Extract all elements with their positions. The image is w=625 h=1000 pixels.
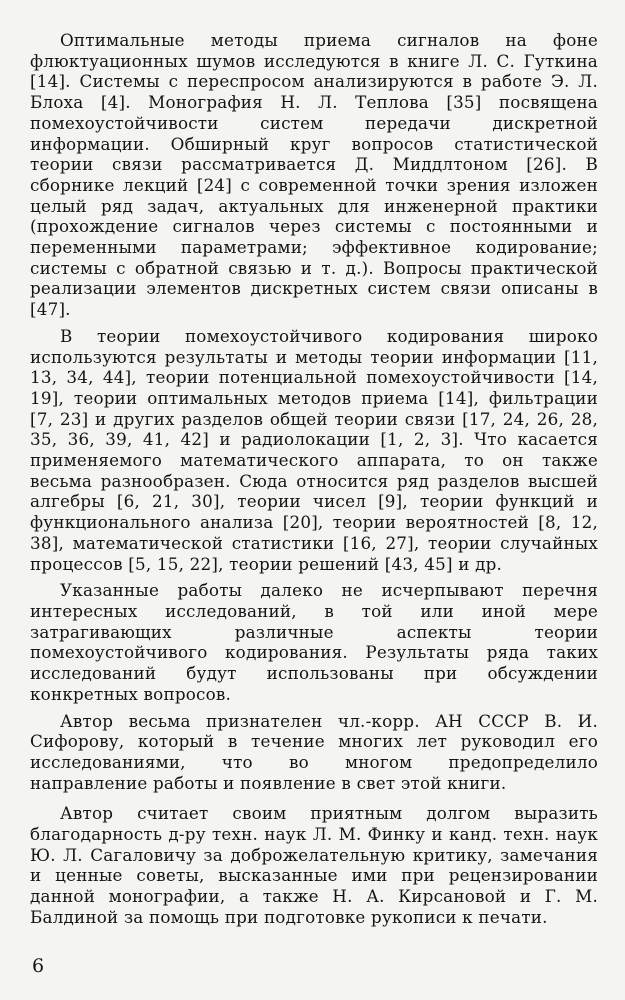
paragraph-works-scope: Указанные работы далеко не исчерпывают перечня интересных исследований, в той или иной мере затрагивающих различные аспекты теории помехоустойчивого кодирования. Результаты ряда таких исследований будут использованы при обсуждении конкретных вопросов. [30, 580, 598, 704]
page-number: 6 [32, 955, 45, 977]
paragraph-acknowledgement-siforov: Автор весьма признателен чл.-корр. АН СССР В. И. Сифорову, который в течение многих лет руководил его исследованиями, что во многом предопределило направление работы и появление в свет этой книги. [30, 710, 598, 793]
page-body [30, 30, 598, 928]
paragraph-references-overview: Оптимальные методы приема сигналов на фоне флюктуационных шумов исследуются в книге Л. С. Гуткина [14]. Системы с переспросом анализируются в работе Э. Л. Блоха [4]. Монография Н. Л. Теплова [35] посвящена помехоустойчивости систем передачи дискретной информации. Обширный круг вопросов статистической теории связи рассматривается Д. Миддлтоном [26]. В сборнике лекций [24] с современной точки зрения изложен целый ряд задач, актуальных для инженерной практики (прохождение сигналов через системы с постоянными и переменными параметрами; эффективное кодирование; системы с обратной связью и т. д.). Вопросы практической реализации элементов дискретных систем связи описаны в [47]. [30, 30, 598, 320]
paragraph-acknowledgement-reviewers: Автор считает своим приятным долгом выразить благодарность д-ру техн. наук Л. М. Финку и канд. техн. наук Ю. Л. Сагаловичу за доброжелательную критику, замечания и ценные советы, высказанные ими при рецензировании данной монографии, а также Н. А. Кирсановой и Г. М. Балдиной за помощь при подготовке рукописи к печати. [30, 803, 598, 927]
paragraph-theory-methods: В теории помехоустойчивого кодирования широко используются результаты и методы теории информации [11, 13, 34, 44], теории потенциальной помехоустойчивости [14, 19], теории оптимальных методов приема [14], фильтрации [7, 23] и других разделов общей теории связи [17, 24, 26, 28, 35, 36, 39, 41, 42] и радиолокации [1, 2, 3]. Что касается применяемого математического аппарата, то он также весьма разнообразен. Сюда относится ряд разделов высшей алгебры [6, 21, 30], теории чисел [9], теории функций и функционального анализа [20], теории вероятностей [8, 12, 38], математической статистики [16, 27], теории случайных процессов [5, 15, 22], теории решений [43, 45] и др. [30, 325, 598, 574]
